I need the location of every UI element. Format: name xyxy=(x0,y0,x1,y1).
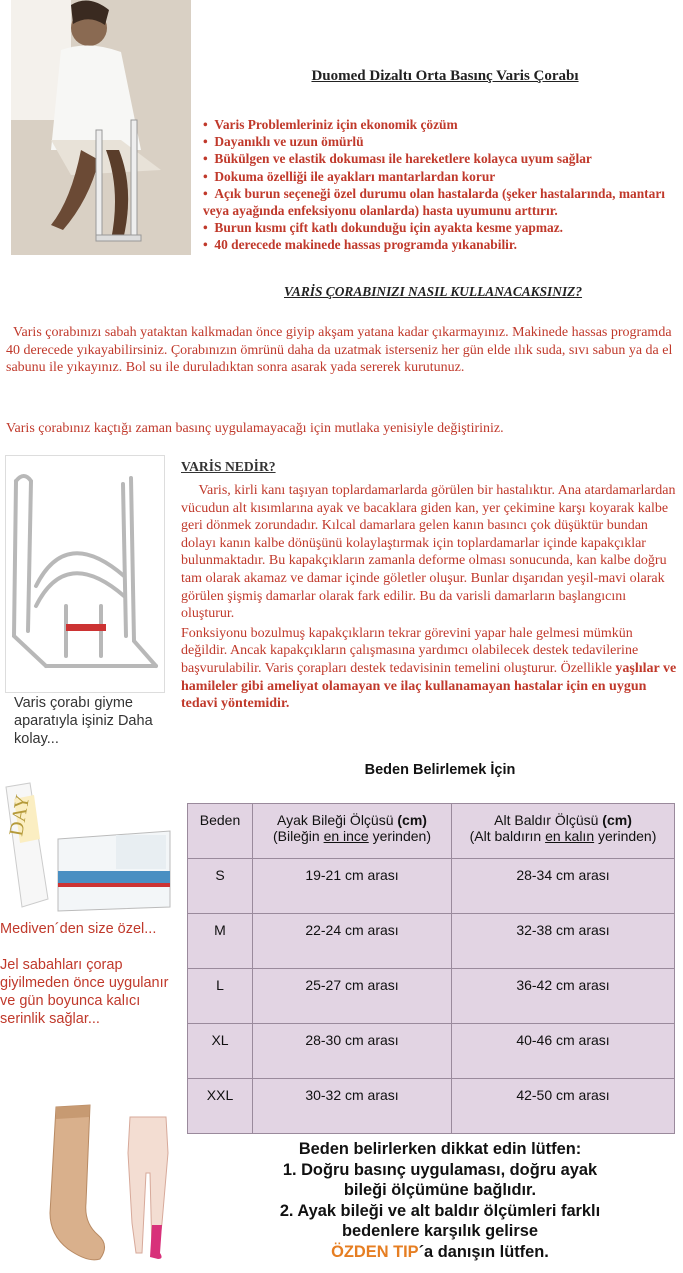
feature-list xyxy=(203,116,683,254)
feature-item: • Bükülgen ve elastik dokuması ile hareketlere kolayca uyum sağlar xyxy=(203,151,592,167)
note-line: 2. Ayak bileği ve alt baldır ölçümleri farklı xyxy=(279,1201,601,1220)
stocking-aid-caption: Varis çorabı giyme aparatıyla işiniz Daha kolay... xyxy=(14,695,153,747)
gel-caption xyxy=(0,920,175,1028)
cell-ankle: 22-24 cm arası xyxy=(253,914,452,969)
cell-size: XL xyxy=(188,1024,253,1079)
brand-name: ÖZDEN TIP xyxy=(331,1242,419,1261)
cell-size: XXL xyxy=(188,1079,253,1134)
varis-description xyxy=(181,482,681,713)
cell-calf: 28-34 cm arası xyxy=(452,859,675,914)
table-row xyxy=(188,859,675,914)
gel-brand-text: DAY xyxy=(5,793,35,838)
usage-paragraph: Varis çorabınızı sabah yataktan kalkmadan önce giyip akşam yatana kadar çıkarmayınız. Makinede hassas programda 40 derecede yıkayabilirsiniz. Çorabınızın ömrünü daha da uzatmak isterseniz her gün elde ılık suda, sıvı sabun ya da el sabunu ile yıkayınız. Bol su ile duruladıktan sonra asarak yada sererek kurutunuz. xyxy=(6,325,676,375)
size-table-title: Beden Belirlemek İçin xyxy=(364,762,516,778)
tights-photo xyxy=(118,1113,178,1263)
table-row xyxy=(188,1024,675,1079)
varis-paragraph: Varis, kirli kanı taşıyan toplardamarlarda görülen bir hastalıktır. Ana atardamarlardan vücudun alt kısımlarına ayak ve bacaklara giden kan, yer çekimine karşı koyarak kalbe geri dönmek zorundadır. Kılcal damarlara gelen kanın basıncı çok düşüktür bundan dolayı kanın kalbe dönüşünü kolaylaştırmak için toplardamarlar içinde kapakçıklar bulunmaktadır. Bu kapakçıkların zamanla deforme olması sonucunda, kan kalbe doğru tam olarak akamaz ve damar içinde göletler oluşur. Bunlar dışarıdan yeşil-mavi olarak görülen şişmiş damarlar olarak fark edilir. Bu da varisli damarların başlangıcını oluşturur. xyxy=(181,483,679,622)
cell-ankle: 28-30 cm arası xyxy=(253,1024,452,1079)
note-line: bileği ölçümüne bağlıdır. xyxy=(343,1181,537,1200)
header-ankle: Ayak Bileği Ölçüsü (cm) (Bileğin en ince yerinden) xyxy=(253,804,452,859)
howto-heading: VARİS ÇORABINIZI NASIL KULLANACAKSINIZ? xyxy=(284,284,583,299)
varis-paragraph: Fonksiyonu bozulmuş kapakçıkların tekrar görevini yapar hale gelmesi mümkün değildir. Ancak kapakçıkların çalışmasına yardımcı olabilecek destek tedavilerine başvurulabilir. Varis çorapları destek tedavisinin temelini oluşturur. Özellikle yaşlılar ve hamileler gibi ameliyat olamayan ve ilaç kullanamayan hastalar için en uygun tedavi yöntemidir. xyxy=(181,625,677,712)
replace-paragraph: Varis çorabınız kaçtığı zaman basınç uygulamayacağı için mutlaka yenisiyle değiştiriniz. xyxy=(6,421,504,436)
cell-calf: 36-42 cm arası xyxy=(452,969,675,1024)
table-header-row xyxy=(188,804,675,859)
cell-size: L xyxy=(188,969,253,1024)
cell-calf: 42-50 cm arası xyxy=(452,1079,675,1134)
varis-emphasis: yaşlılar ve hamileler gibi ameliyat olamayan ve ilaç kullanamayan hastalar için en uygun tedavi yöntemidir. xyxy=(181,660,677,712)
size-table xyxy=(187,803,675,1134)
table-row xyxy=(188,914,675,969)
cell-size: S xyxy=(188,859,253,914)
cell-size: M xyxy=(188,914,253,969)
feature-item: • Burun kısmı çift katlı dokunduğu için ayakta kesme yapmaz. xyxy=(203,220,563,236)
gel-product-photo xyxy=(0,779,172,914)
stocking-aid-photo xyxy=(5,455,165,693)
feature-item: • Dokuma özelliği ile ayakları mantarlardan korur xyxy=(203,168,496,184)
hero-photo xyxy=(11,0,191,255)
gel-caption-line: Mediven´den size özel... xyxy=(0,921,157,937)
header-calf: Alt Baldır Ölçüsü (cm) (Alt baldırın en kalın yerinden) xyxy=(452,804,675,859)
note-line: Beden belirlerken dikkat edin lütfen: xyxy=(298,1140,582,1158)
feature-item: • Açık burun seçeneği özel durumu olan hastalarda (şeker hastalarında, mantarı veya ayağında enfeksiyonu olanlarda) hasta uyumunu arttırır. xyxy=(203,185,665,219)
table-row xyxy=(188,969,675,1024)
note-line: 1. Doğru basınç uygulaması, doğru ayak xyxy=(282,1160,598,1179)
varis-heading: VARİS NEDİR? xyxy=(181,459,276,474)
cell-calf: 40-46 cm arası xyxy=(452,1024,675,1079)
header-size: Beden xyxy=(188,804,253,859)
knee-stocking-photo xyxy=(28,1103,113,1263)
feature-item: • Dayanıklı ve uzun ömürlü xyxy=(203,134,364,150)
table-row xyxy=(188,1079,675,1134)
cell-ankle: 30-32 cm arası xyxy=(253,1079,452,1134)
cell-calf: 32-38 cm arası xyxy=(452,914,675,969)
feature-item: • 40 derecede makinede hassas programda yıkanabilir. xyxy=(203,237,517,253)
cell-ankle: 19-21 cm arası xyxy=(253,859,452,914)
note-line: ÖZDEN TIP´a danışın lütfen. xyxy=(331,1242,549,1261)
page-title: Duomed Dizaltı Orta Basınç Varis Çorabı xyxy=(311,68,579,84)
gel-caption-line: Jel sabahları çorap giyilmeden önce uygulanır ve gün boyunca kalıcı serinlik sağlar... xyxy=(0,957,169,1027)
feature-item: • Varis Problemleriniz için ekonomik çözüm xyxy=(203,117,458,132)
note-line: bedenlere karşılık gelirse xyxy=(342,1222,538,1241)
cell-ankle: 25-27 cm arası xyxy=(253,969,452,1024)
size-note xyxy=(190,1139,683,1263)
